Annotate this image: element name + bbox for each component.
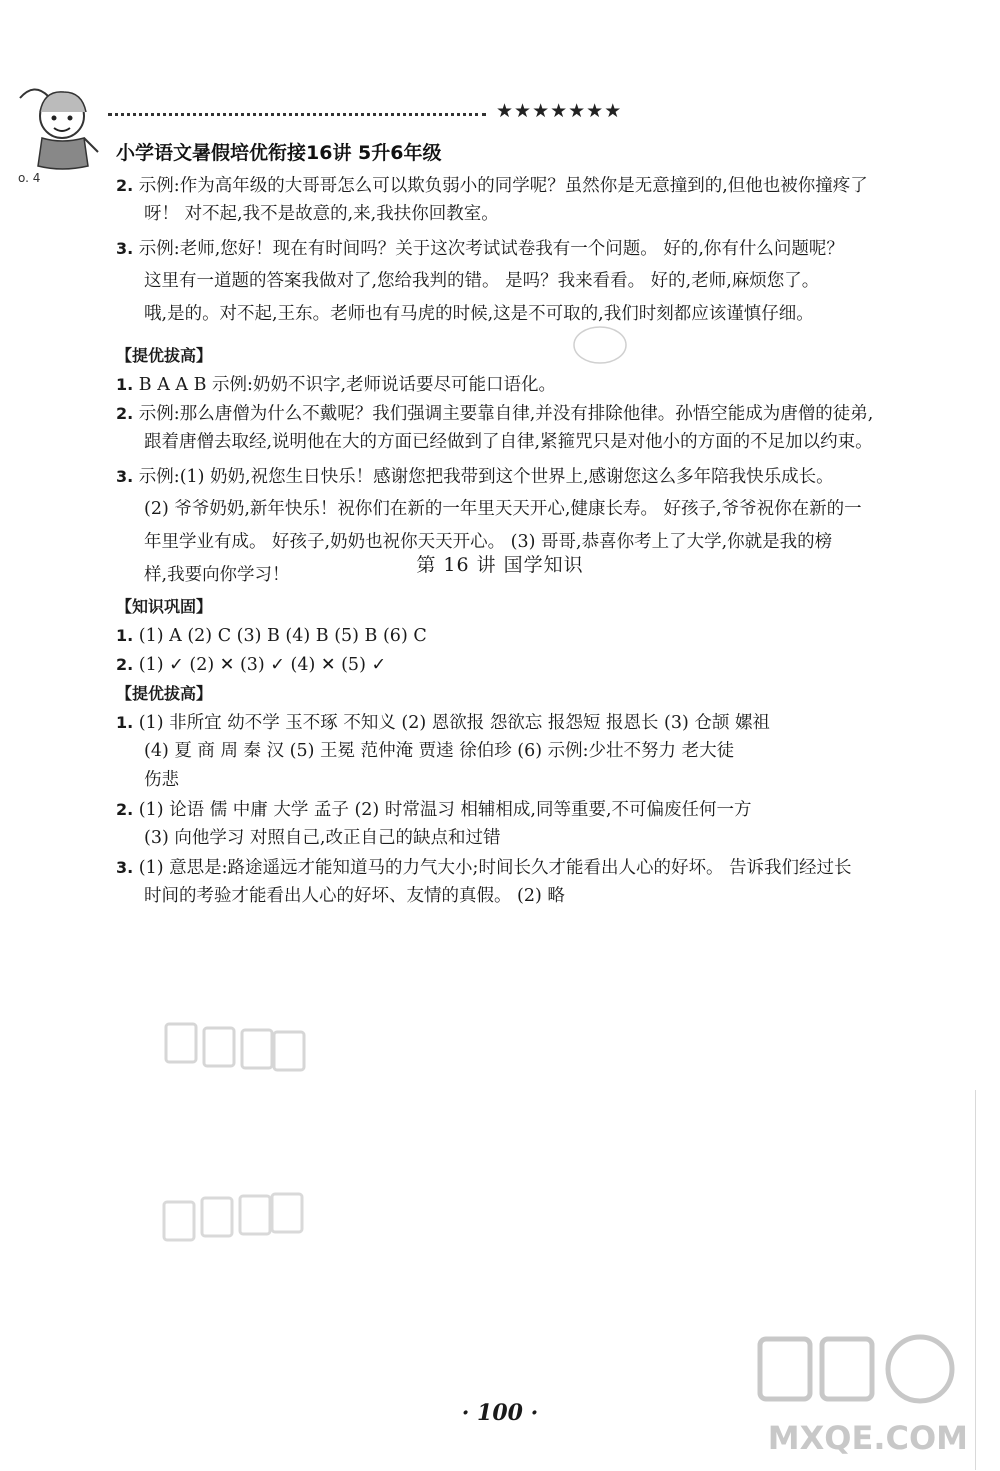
answer-line: 呀！ 对不起,我不是故意的,来,我扶你回教室。 [144,204,499,224]
answer-line: 跟着唐僧去取经,说明他在大的方面已经做到了自律,紧箍咒只是对他小的方面的不足加以约束。 [144,432,873,452]
answer-line: 3. 示例:(1) 奶奶,祝您生日快乐！感谢您把我带到这个世界上,感谢您这么多年陪我快乐成长。 [116,467,834,487]
watermark-logo [740,1321,990,1471]
answer-line: (3) 向他学习 对照自己,改正自己的缺点和过错 [144,828,501,848]
answer-line: (2) 爷爷奶奶,新年快乐！祝你们在新的一年里天天开心,健康长寿。 好孩子,爷爷祝你在新的一 [144,499,862,519]
answer-line: 1. (1) 非所宜 幼不学 玉不琢 不知义 (2) 恩欲报 怨欲忘 报怨短 报恩长 (3) 仓颉 嫘祖 [116,713,770,733]
svg-text:o. 4: o. 4 [18,171,41,185]
answer-line: 3. (1) 意思是:路途遥远才能知道马的力气大小;时间长久才能看出人心的好坏。 告诉我们经过长 [116,858,852,878]
book-title: 小学语文暑假培优衔接16讲 5升6年级 [116,142,442,164]
section-heading: 【提优拔高】 [116,346,213,365]
header-dotted-rule [108,113,486,116]
answer-line: 2. (1) ✓ (2) ✕ (3) ✓ (4) ✕ (5) ✓ [116,655,387,675]
answer-line: 1. (1) A (2) C (3) B (4) B (5) B (6) C [116,626,427,646]
answer-line: 样,我要向你学习！ [144,565,290,585]
answer-line: 时间的考验才能看出人心的好坏、友情的真假。 (2) 略 [144,886,565,906]
section-consolidation [116,592,906,679]
section-heading: 【提优拔高】 [116,684,213,703]
answer-line: 3. 示例:老师,您好！现在有时间吗？关于这次考试试卷我有一个问题。 好的,你有什么问题呢？ [116,239,844,259]
answers-continuation [116,171,906,329]
answer-line: 1. B A A B 示例:奶奶不识字,老师说话要尽可能口语化。 [116,375,557,395]
answer-line: 2. (1) 论语 儒 中庸 大学 孟子 (2) 时常温习 相辅相成,同等重要,不可偏废任何一方 [116,800,752,820]
answer-line: 这里有一道题的答案我做对了,您给我判的错。 是吗？我来看看。 好的,老师,麻烦您了。 [144,271,820,291]
watermark-text: MXQE.COM [767,1419,968,1457]
answer-line: 哦,是的。对不起,王东。老师也有马虎的时候,这是不可取的,我们时刻都应该谨慎仔细。 [144,304,814,324]
faint-stamp-mark [158,1188,308,1258]
header-stars: ★★★★★★★ [496,100,623,122]
section-heading: 【知识巩固】 [116,597,213,616]
page-number: · 100 · [461,1400,539,1426]
answer-line: 伤悲 [144,770,179,790]
section-advanced-2 [116,679,906,911]
faint-stamp-mark [160,1010,310,1080]
answer-line: (4) 夏 商 周 秦 汉 (5) 王冕 范仲淹 贾逵 徐伯珍 (6) 示例:少壮不努力 老大徒 [144,741,735,761]
answer-line: 年里学业有成。 好孩子,奶奶也祝你天天开心。 (3) 哥哥,恭喜你考上了大学,你就是我的榜 [144,532,833,552]
chapter-title: 第 16 讲 国学知识 [416,554,584,576]
mascot-illustration [14,78,106,188]
faint-stamp-mark [570,322,630,368]
answer-line: 2. 示例:作为高年级的大哥哥怎么可以欺负弱小的同学呢？虽然你是无意撞到的,但他也被你撞疼了 [116,176,868,196]
answer-line: 2. 示例:那么唐僧为什么不戴呢？我们强调主要靠自律,并没有排除他律。孙悟空能成为唐僧的徒弟, [116,404,874,424]
